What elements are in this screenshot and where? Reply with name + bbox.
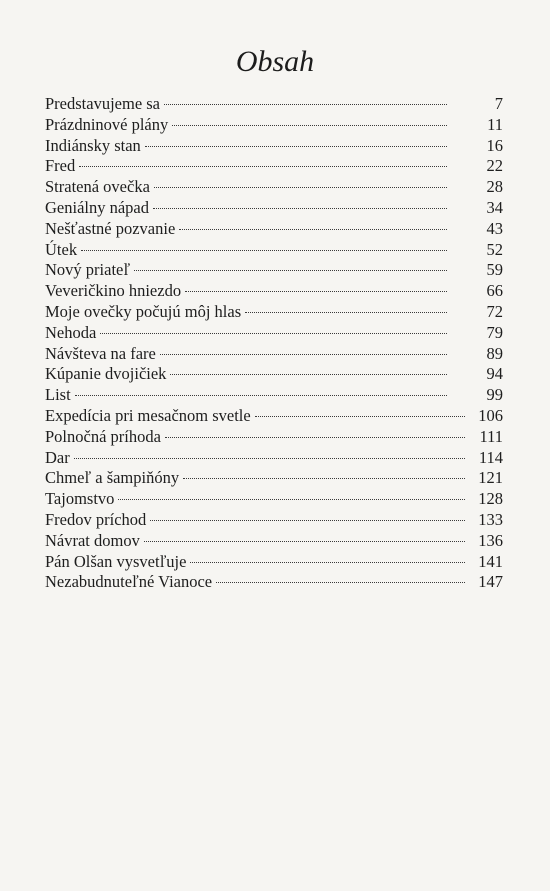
toc-entry-page: 72 — [486, 301, 503, 321]
toc-entry-page: 106 — [478, 405, 503, 425]
dot-leader — [245, 312, 447, 313]
toc-entry — [45, 260, 503, 281]
page-title: Obsah — [235, 45, 315, 78]
toc-entry — [45, 510, 503, 531]
toc-entry-page: 147 — [478, 572, 503, 592]
toc-entry-page: 89 — [486, 343, 503, 363]
toc-entry — [45, 531, 503, 552]
toc-entry — [45, 115, 503, 136]
toc-entry-title: Geniálny nápad — [45, 197, 150, 217]
toc-entry-title: Chmeľ a šampiňóny — [45, 468, 180, 488]
toc-entry-page: 133 — [478, 509, 503, 529]
toc-entry-title: Návrat domov — [45, 530, 140, 550]
toc-entry-title: Indiánsky stan — [45, 135, 141, 155]
toc-entry-page: 66 — [486, 281, 503, 301]
toc-entry-title: Pán Olšan vysvetľuje — [45, 551, 187, 571]
toc-entry — [45, 198, 503, 219]
dot-leader — [150, 520, 465, 521]
toc-entry-title: Dar — [45, 447, 70, 467]
toc-entry — [45, 344, 503, 365]
dot-leader — [160, 354, 447, 355]
dot-leader — [81, 250, 447, 251]
toc-entry — [45, 240, 503, 261]
toc-entry — [45, 427, 503, 448]
toc-entry — [45, 302, 503, 323]
toc-entry — [45, 177, 503, 198]
table-of-contents — [45, 94, 503, 593]
toc-entry-page: 52 — [486, 239, 503, 259]
toc-entry-page: 43 — [486, 218, 503, 238]
toc-entry — [45, 385, 503, 406]
toc-entry-title: Polnočná príhoda — [45, 426, 161, 446]
dot-leader — [118, 499, 465, 500]
dot-leader — [185, 291, 447, 292]
toc-entry — [45, 489, 503, 510]
toc-entry-title: Nezabudnuteľné Vianoce — [45, 572, 213, 592]
toc-entry-title: Expedícia pri mesačnom svetle — [45, 405, 251, 425]
toc-entry-page: 11 — [487, 114, 503, 134]
toc-entry-title: Prázdninové plány — [45, 114, 169, 134]
dot-leader — [79, 166, 447, 167]
toc-entry-title: Nehoda — [45, 322, 97, 342]
toc-entry-title: Stratená ovečka — [45, 177, 150, 197]
toc-entry-title: Moje ovečky počujú môj hlas — [45, 301, 242, 321]
dot-leader — [165, 437, 465, 438]
toc-entry — [45, 552, 503, 573]
toc-entry — [45, 448, 503, 469]
toc-entry-title: Tajomstvo — [45, 489, 115, 509]
toc-entry — [45, 406, 503, 427]
toc-entry-page: 7 — [494, 94, 503, 113]
toc-entry-page: 121 — [478, 468, 503, 488]
toc-entry-page: 28 — [486, 177, 503, 197]
toc-entry-title: Nový priateľ — [45, 260, 131, 280]
dot-leader — [216, 582, 465, 583]
toc-entry-page: 141 — [478, 551, 503, 571]
toc-entry-title: Kúpanie dvojičiek — [45, 364, 167, 384]
toc-entry-page: 16 — [486, 135, 503, 155]
toc-entry-page: 111 — [479, 426, 503, 446]
toc-entry-page: 22 — [486, 156, 503, 176]
dot-leader — [164, 104, 447, 105]
toc-entry — [45, 572, 503, 593]
dot-leader — [154, 187, 447, 188]
toc-entry-page: 114 — [478, 447, 503, 467]
toc-entry-title: Predstavujeme sa — [45, 94, 161, 113]
dot-leader — [179, 229, 447, 230]
dot-leader — [153, 208, 447, 209]
dot-leader — [183, 478, 465, 479]
toc-entry — [45, 468, 503, 489]
dot-leader — [170, 374, 447, 375]
dot-leader — [74, 458, 465, 459]
toc-entry-title: Návšteva na fare — [45, 343, 156, 363]
toc-entry — [45, 136, 503, 157]
dot-leader — [190, 562, 465, 563]
dot-leader — [144, 541, 465, 542]
toc-entry — [45, 281, 503, 302]
dot-leader — [172, 125, 447, 126]
toc-entry-title: Útek — [45, 239, 78, 259]
toc-entry-page: 94 — [486, 364, 503, 384]
toc-entry-page: 59 — [486, 260, 503, 280]
toc-entry — [45, 219, 503, 240]
toc-entry-page: 79 — [486, 322, 503, 342]
toc-entry-title: Veveričkino hniezdo — [45, 281, 182, 301]
toc-entry-page: 136 — [478, 530, 503, 550]
toc-entry-title: Fredov príchod — [45, 509, 147, 529]
dot-leader — [100, 333, 447, 334]
dot-leader — [145, 146, 447, 147]
toc-entry-page: 34 — [486, 197, 503, 217]
toc-entry — [45, 364, 503, 385]
toc-entry — [45, 94, 503, 115]
toc-entry — [45, 323, 503, 344]
toc-entry — [45, 156, 503, 177]
toc-entry-title: List — [45, 385, 71, 405]
dot-leader — [134, 270, 447, 271]
toc-entry-page: 128 — [478, 489, 503, 509]
toc-entry-title: Fred — [45, 156, 76, 176]
dot-leader — [255, 416, 465, 417]
dot-leader — [75, 395, 447, 396]
toc-entry-title: Nešťastné pozvanie — [45, 218, 176, 238]
toc-entry-page: 99 — [486, 385, 503, 405]
